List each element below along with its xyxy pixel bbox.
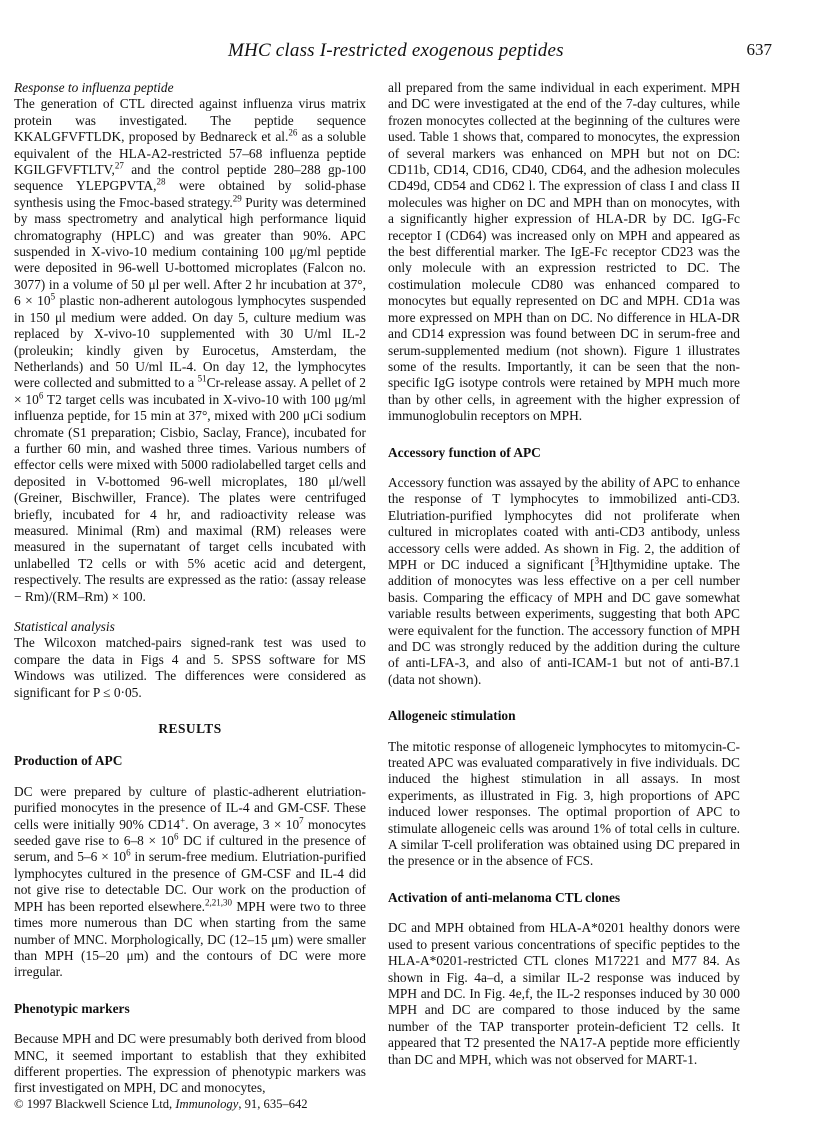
right-column bbox=[388, 80, 740, 1068]
paragraph-influenza: The generation of CTL directed against influenza virus matrix protein was investigated. The peptide sequence KKALGFVFTLDK, proposed by Bednareck et al.$^{26}$ as a soluble equivalent of the HLA-A2-restricted 57–68 influenza peptide KGILGFVFTLTV,$^{27}$ and the control peptide 280–288 gp-100 sequence YLEPGPVTA,$^{28}$ were obtained by solid-phase synthesis using the Fmoc-based strategy.$^{29}$ Purity was determined by mass spectrometry and analytical high performance liquid chromatography (HPLC) and was greater than 90%. APC suspended in X-vivo-10 medium containing 100 μg/ml peptide were deposited in 96-well U-bottomed microplates (Falcon no. 3077) in a volume of 50 μl per well. After 2 hr incubation at 37°, $6 \times 10^5$ plastic non-adherent autologous lymphocytes suspended in 150 μl medium were added. On day 5, culture medium was replaced by X-vivo-10 supplemented with 30 U/ml IL-2 (proleukin; kindly given by Eurocetus, Amsterdam, the Netherlands) and 50 U/ml IL-4. On day 12, the lymphocytes were collected and submitted to a $^{51}$Cr-release assay. A pellet of $2 \times 10^6$ T2 target cells was incubated in X-vivo-10 with 100 μg/ml influenza peptide, for 15 min at 37°, mixed with 200 μCi sodium chromate (S1 preparation; Cisbio, Saclay, France), incubated for a further 60 min, and washed three times. Various numbers of effector cells were mixed with 5000 radiolabelled target cells and deposited in V-bottomed 96-well microplates, 180 μl/well (Greiner, Bischwiller, France). The plates were centrifuged briefly, incubated for 4 hr, and radioactivity release was measured. Minimal (Rm) and maximal (RM) releases were measured in the supernatant of target cells incubated with unlabelled T2 cells or with 5% acetic acid and detergent, respectively. The results are expressed as the ratio: (assay release − Rm)/(RM–Rm) × 100. bbox=[14, 96, 367, 604]
page-header bbox=[0, 40, 816, 66]
left-column bbox=[14, 80, 366, 1097]
page-number: 637 bbox=[746, 40, 772, 59]
section-heading-statistics: Statistical analysis bbox=[14, 619, 115, 634]
running-title: MHC class I-restricted exogenous peptides bbox=[228, 40, 564, 61]
results-heading: RESULTS bbox=[158, 721, 222, 737]
section-heading-influenza: Response to influenza peptide bbox=[14, 80, 174, 95]
paragraph-allogeneic: The mitotic response of allogeneic lymphocytes to mitomycin-C-treated APC was evaluated comparatively in five individuals. DC induced the highest stimulation in all assays. In most experiments, as illustrated in Fig. 3, high proportions of APC induced lower responses. The optimal proportion of APC to stimulate allogeneic cells was around 1% of total cells in culture. A similar T-cell proliferation was obtained using DC prepared in the presence or in the absence of FCS. bbox=[388, 738, 740, 869]
paragraph-statistics: The Wilcoxon matched-pairs signed-rank test was used to compare the data in Figs 4 and 5. SPSS software for MS Windows was utilized. The differences were considered as significant for P ≤ 0·05. bbox=[14, 635, 366, 700]
section-heading-production: Production of APC bbox=[14, 753, 123, 769]
paragraph-phenotypic-continued: all prepared from the same individual in each experiment. MPH and DC were investigated at the end of the 7-day cultures, while frozen monocytes collected at the beginning of the cultures were used. Table 1 shows that, compared to monocytes, the expression of several markers was enhanced on MPH but not on DC: CD11b, CD14, CD16, CD40, CD64, and the adhesion molecules CD49d, CD54 and CD62 l. The expression of class I and class II molecules was higher on DC and MPH than on monocytes, with a significantly higher expression of HLA-DR by DC. IgG-Fc receptor I (CD64) was increased only on MPH and appeared as the best differential marker. The IgE-Fc receptor CD23 was the only molecule with an expression restricted to DC. The costimulation molecule CD80 was enhanced compared to monocytes but equally represented on DC and MPH. CD1a was more expressed on MPH than on DC. No difference in HLA-DR and CD14 expression was found between DC in serum-free and serum-supplemented medium (not shown). Figure 1 illustrates some of the results. Importantly, it can be seen that the non-specific IgG isotype controls were retained by MPH much more than by other cells, in agreement with the higher expression of immunoglobulin receptors on MPH. bbox=[388, 80, 740, 424]
paragraph-ctl-clones: DC and MPH obtained from HLA-A*0201 healthy donors were used to present various concentrations of specific peptides to the HLA-A*0201-restricted CTL clones M17221 and M77 84. As shown in Fig. 4a–d, a similar IL-2 response was induced by MPH and DC. In Fig. 4e,f, the IL-2 responses induced by 30 000 MPH and DC are compared to those induced by the same number of the TAP transporter protein-deficient T2 cells. It appeared that T2 presented the NA17-A peptide more efficiently than DC and MPH, which was not observed for MART-1. bbox=[388, 920, 740, 1067]
section-heading-ctl-clones: Activation of anti-melanoma CTL clones bbox=[388, 889, 621, 905]
paragraph-phenotypic: Because MPH and DC were presumably both derived from blood MNC, it seemed important to establish that they exhibited different properties. The expression of phenotypic markers was first investigated on MPH, DC and monocytes, bbox=[14, 1031, 366, 1096]
paragraph-production: DC were prepared by culture of plastic-adherent elutriation-purified monocytes in the presence of IL-4 and GM-CSF. These cells were initially 90% CD14+. On average, $3 \times 10^7$ monocytes seeded gave rise to $6-8 \times 10^6$ DC if cultured in the presence of serum, and $5-6 \times 10^6$ in serum-free medium. Elutriation-purified lymphocytes cultured in the presence of GM-CSF and IL-4 did not give rise to detectable DC. Our work on the production of MPH has been reported elsewhere.$^{2,21,30}$ MPH were two to three times more numerous than DC when starting from the same number of MNC. Morphologically, DC (12–15 μm) were smaller than MPH (15–20 μm) and the contours of DC were more irregular. bbox=[14, 783, 367, 980]
page-footer: © 1997 Blackwell Science Ltd, Immunology, 91, 635–642 bbox=[14, 1097, 308, 1111]
section-heading-phenotypic: Phenotypic markers bbox=[14, 1000, 130, 1016]
section-heading-allogeneic: Allogeneic stimulation bbox=[388, 708, 516, 724]
section-heading-accessory: Accessory function of APC bbox=[388, 444, 541, 460]
paragraph-accessory: Accessory function was assayed by the ability of APC to enhance the response of T lymphocytes to immobilized anti-CD3. Elutriation-purified lymphocytes did not proliferate when cultured in microplates coated with anti-CD3 antibody, unless accessory cells were added. As shown in Fig. 2, the addition of MPH or DC induced a significant [$^3$H]thymidine uptake. The addition of monocytes was less effective on a per cell number basis. Comparing the efficacy of MPH and DC gave somewhat variable results between experiments, suggesting that both APC were equivalent for the function. The accessory function of MPH and DC was strongly reduced by the addition during the culture of anti-LFA-3, and also of anti-ICAM-1 but not of anti-B7.1 (data not shown). bbox=[388, 474, 740, 687]
